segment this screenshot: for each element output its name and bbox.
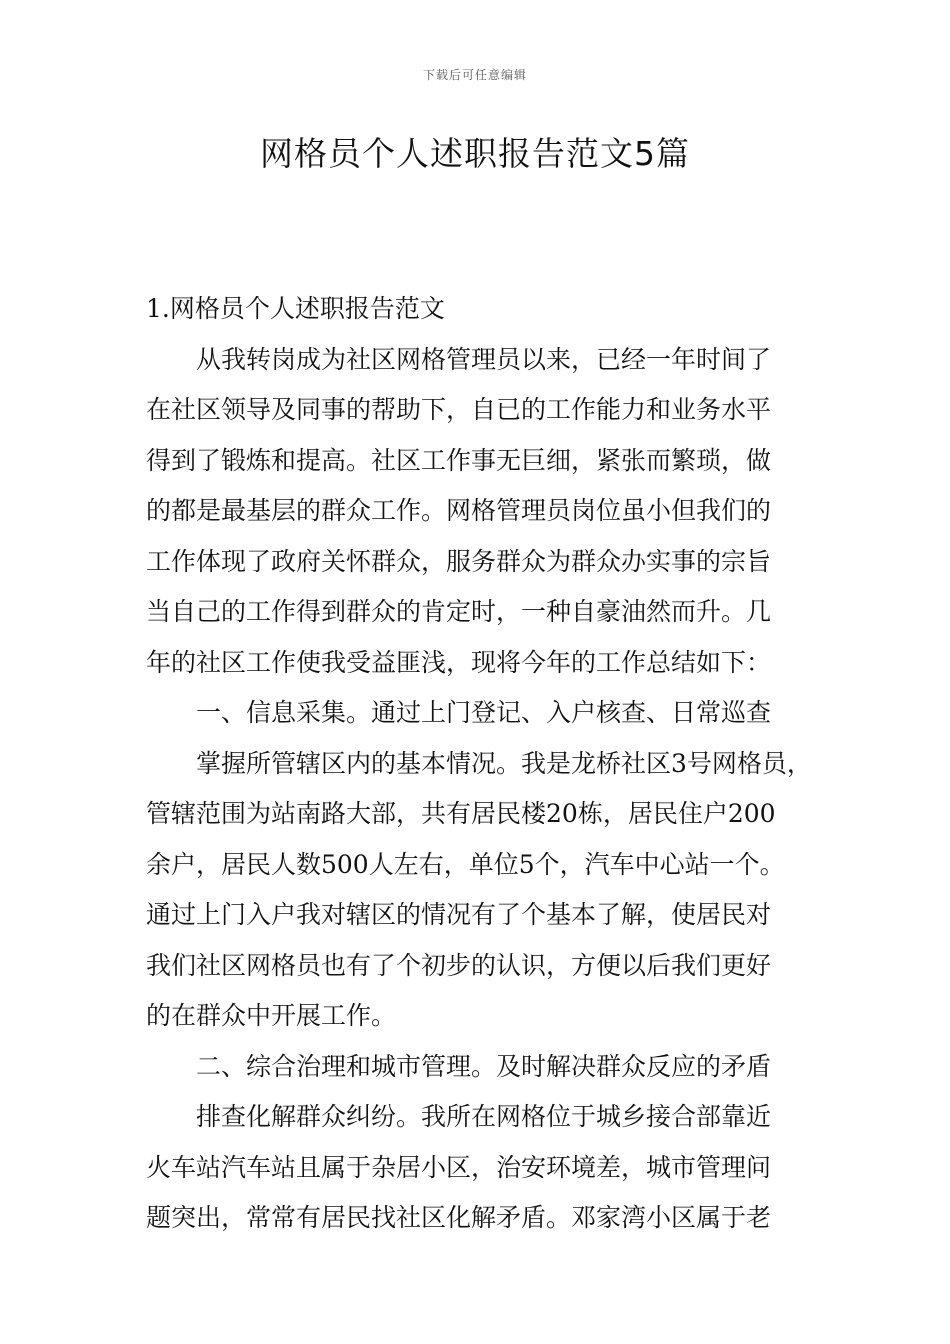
- body-line: 我们社区网格员也有了个初步的认识，方便以后我们更好: [146, 950, 772, 980]
- body-line: 排查化解群众纠纷。我所在网格位于城乡接合部靠近: [196, 1102, 772, 1131]
- header-note: 下载后可任意编辑: [422, 68, 527, 82]
- body-line: 的在群众中开展工作。: [146, 1001, 397, 1030]
- body-line: 通过上门入户我对辖区的情况有了个基本了解，使居民对: [146, 900, 772, 929]
- body-line: 二、综合治理和城市管理。及时解决群众反应的矛盾: [196, 1051, 772, 1081]
- section-heading: 1.网格员个人述职报告范文: [146, 294, 445, 323]
- body-line: 一、信息采集。通过上门登记、入户核查、日常巡查: [196, 698, 772, 727]
- body-line: 的都是最基层的群众工作。网格管理员岗位虽小但我们的: [146, 496, 772, 525]
- body-line: 在社区领导及同事的帮助下，自已的工作能力和业务水平: [146, 395, 772, 424]
- body-line: 火车站汽车站且属于杂居小区，治安环境差，城市管理问: [146, 1152, 772, 1182]
- body-line: 余户，居民人数500人左右，单位5个，汽车中心站一个。: [146, 849, 785, 879]
- body-line: 题突出，常常有居民找社区化解矛盾。邓家湾小区属于老: [146, 1203, 772, 1232]
- document-title: 网格员个人述职报告范文5篇: [260, 134, 690, 173]
- body-line: 当自己的工作得到群众的肯定时，一种自豪油然而升。几: [146, 597, 772, 626]
- document-body: [146, 284, 816, 1244]
- body-line: 年的社区工作使我受益匪浅，现将今年的工作总结如下：: [146, 647, 772, 677]
- body-line: 得到了锻炼和提高。社区工作事无巨细，紧张而繁琐，做: [146, 445, 772, 475]
- body-line: 从我转岗成为社区网格管理员以来，已经一年时间了: [196, 344, 772, 374]
- body-line: 掌握所管辖区内的基本情况。我是龙桥社区3号网格员，: [196, 748, 812, 778]
- body-line: 管辖范围为站南路大部，共有居民楼20栋，居民住户200: [146, 799, 776, 828]
- body-line: 工作体现了政府关怀群众，服务群众为群众办实事的宗旨: [146, 546, 772, 576]
